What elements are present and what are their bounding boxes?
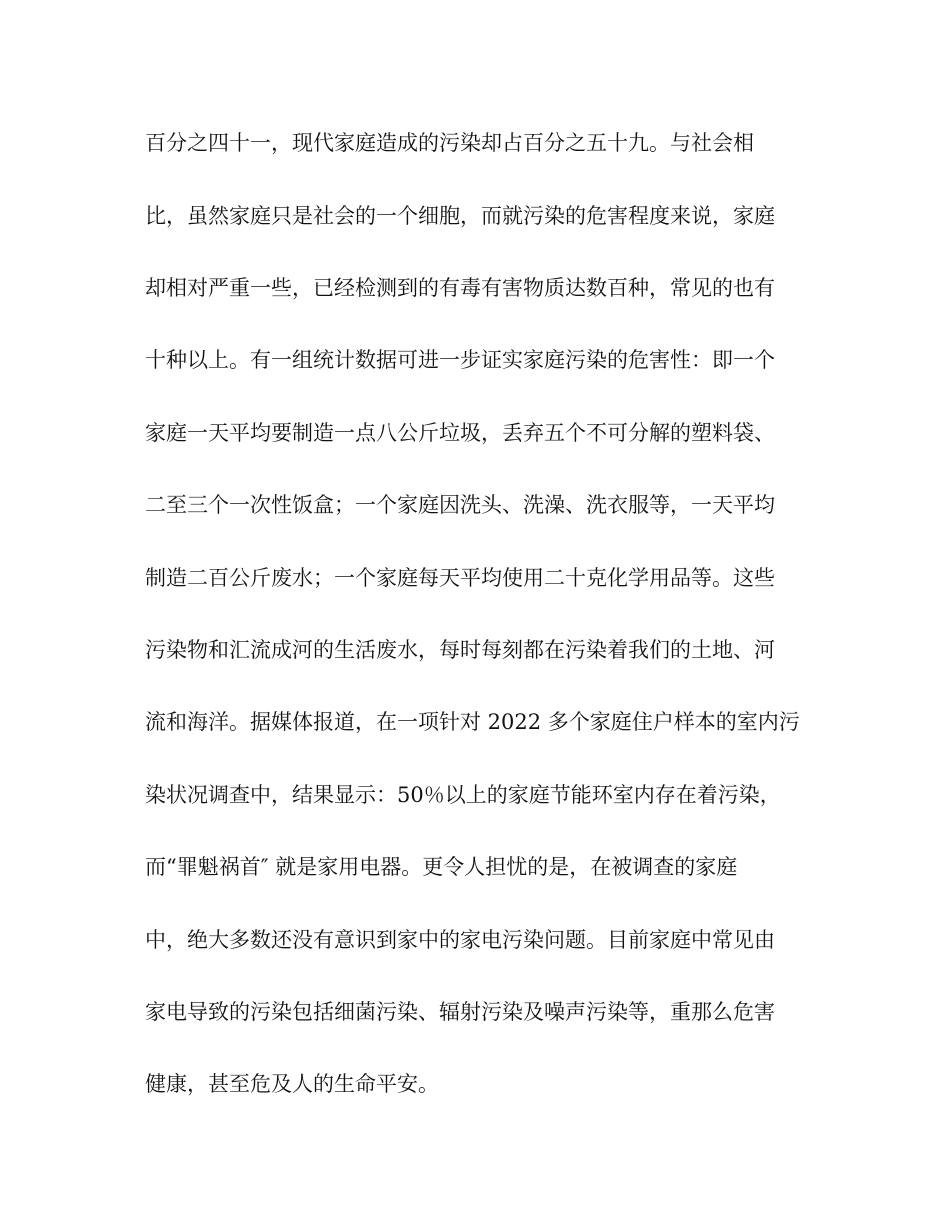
paragraph-line-3: 却相对严重一些，已经检测到的有毒有害物质达数百种，常见的也有: [145, 276, 775, 300]
paragraph-line-14: 健康，甚至危及人的生命平安。: [145, 1072, 439, 1096]
paragraph-line-7: 制造二百公斤废水；一个家庭每天平均使用二十克化学用品等。这些: [145, 566, 775, 590]
paragraph-line-12: 中，绝大多数还没有意识到家中的家电污染问题。目前家庭中常见由: [145, 928, 775, 952]
paragraph-line-6: 二至三个一次性饭盒；一个家庭因洗头、洗澡、洗衣服等，一天平均: [145, 493, 775, 517]
paragraph-line-2: 比，虽然家庭只是社会的一个细胞，而就污染的危害程度来说，家庭: [145, 204, 775, 228]
paragraph-line-5: 家庭一天平均要制造一点八公斤垃圾，丢弃五个不可分解的塑料袋、: [145, 421, 775, 445]
paragraph-line-4: 十种以上。有一组统计数据可进一步证实家庭污染的危害性：即一个: [145, 348, 775, 372]
paragraph-line-1: 百分之四十一，现代家庭造成的污染却占百分之五十九。与社会相: [145, 131, 754, 155]
paragraph-line-9: 流和海洋。据媒体报道，在一项针对 2022 多个家庭住户样本的室内污: [145, 710, 800, 734]
paragraph-line-10: 染状况调查中，结果显示：50％以上的家庭节能环室内存在着污染，: [145, 783, 781, 807]
paragraph-line-13: 家电导致的污染包括细菌污染、辐射污染及噪声污染等，重那么危害: [145, 1000, 775, 1024]
paragraph-line-11: 而“罪魁祸首″ 就是家用电器。更令人担忧的是，在被调查的家庭: [145, 855, 738, 879]
paragraph-line-8: 污染物和汇流成河的生活废水，每时每刻都在污染着我们的土地、河: [145, 638, 775, 662]
